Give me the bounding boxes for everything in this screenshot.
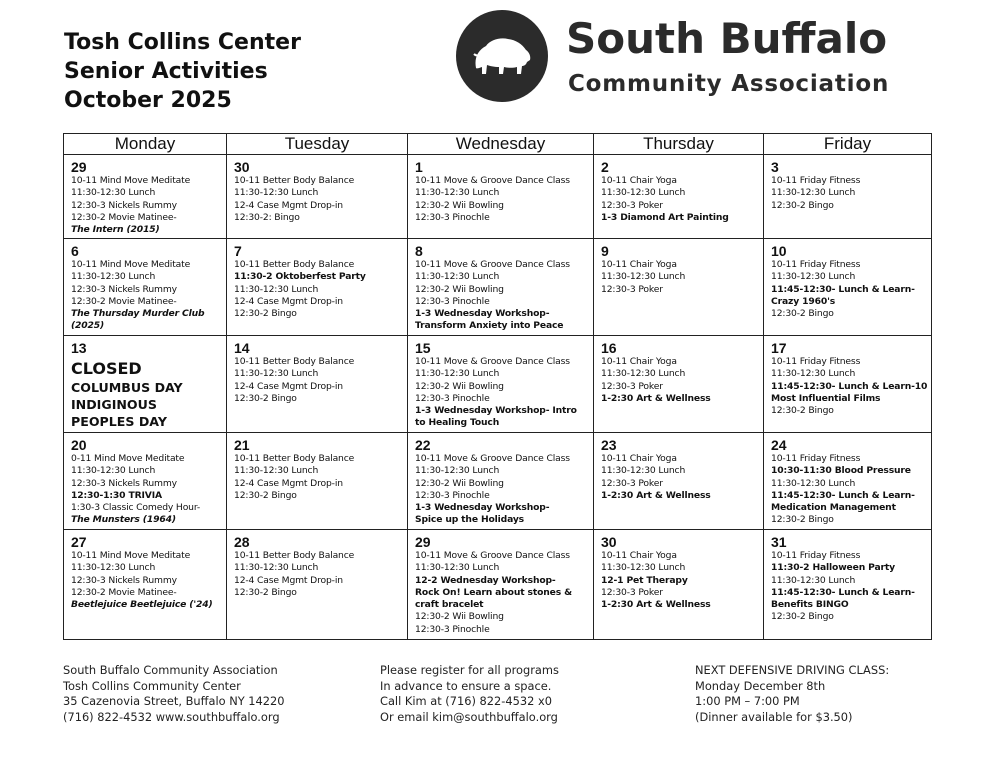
holiday-name: COLUMBUS DAY xyxy=(71,380,183,395)
event-line: 10-11 Move & Groove Dance Class xyxy=(415,453,570,464)
event-line: 12-4 Case Mgmt Drop-in xyxy=(234,295,343,307)
event-line: 11:30-12:30 Lunch xyxy=(771,574,856,586)
footer-line: (Dinner available for $3.50) xyxy=(695,709,853,724)
event-line: 10-11 Move & Groove Dance Class xyxy=(415,259,570,270)
event-line: Medication Management xyxy=(771,502,896,514)
footer-line: Or email kim@southbuffalo.org xyxy=(380,709,558,724)
day-cell xyxy=(764,155,932,239)
footer-line: NEXT DEFENSIVE DRIVING CLASS: xyxy=(695,663,890,677)
footer-line: 1:00 PM – 7:00 PM xyxy=(695,694,800,708)
event-line: 11:30-12:30 Lunch xyxy=(71,465,156,477)
event-line: 11:30-12:30 Lunch xyxy=(234,187,319,199)
center-title-line: Tosh Collins Center xyxy=(64,30,301,55)
event-line: 11:30-12:30 Lunch xyxy=(234,283,319,295)
event-line: 12:30-2 Bingo xyxy=(234,308,297,320)
event-line: 12:30-3 Nickels Rummy xyxy=(71,574,177,586)
event-line: 11:30-12:30 Lunch xyxy=(771,187,856,199)
footer-line: South Buffalo Community Association xyxy=(63,663,278,677)
center-title xyxy=(64,28,301,115)
event-line: 10-11 Chair Yoga xyxy=(601,175,677,186)
closed-notice: CLOSED xyxy=(71,359,142,378)
footer-driving-class xyxy=(695,663,889,725)
event-line: The Intern (2015) xyxy=(71,224,160,236)
event-line: craft bracelet xyxy=(415,599,484,611)
weekday-header: Friday xyxy=(764,134,932,155)
event-line: 11:30-12:30 Lunch xyxy=(234,562,319,574)
day-number: 24 xyxy=(771,437,787,453)
bison-icon xyxy=(456,10,548,102)
event-line: 1-2:30 Art & Wellness xyxy=(601,392,711,404)
event-line: 10-11 Better Body Balance xyxy=(234,175,355,186)
day-number: 13 xyxy=(71,340,87,356)
event-line: 12:30-2 Bingo xyxy=(771,199,834,211)
event-line: The Thursday Murder Club xyxy=(71,308,205,320)
footer-line: Tosh Collins Community Center xyxy=(63,678,241,693)
week-row xyxy=(64,433,932,530)
day-cell xyxy=(764,530,932,640)
event-line: 12-4 Case Mgmt Drop-in xyxy=(234,199,343,211)
event-line: 0-11 Mind Move Meditate xyxy=(71,453,185,464)
day-number: 10 xyxy=(771,243,787,259)
event-line: 12-4 Case Mgmt Drop-in xyxy=(234,574,343,586)
event-line: 10-11 Move & Groove Dance Class xyxy=(415,175,570,186)
event-line: 12:30-2 Wii Bowling xyxy=(415,477,504,489)
day-cell xyxy=(764,239,932,336)
event-line: 11:30-12:30 Lunch xyxy=(601,187,686,199)
event-line: 10-11 Friday Fitness xyxy=(771,356,861,367)
footer-line: 35 Cazenovia Street, Buffalo NY 14220 xyxy=(63,694,285,708)
footer-address xyxy=(63,663,285,725)
event-line: 12:30-3 Pinochle xyxy=(415,623,490,635)
event-line: 11:30-12:30 Lunch xyxy=(601,562,686,574)
event-line: 12-1 Pet Therapy xyxy=(601,574,688,586)
event-line: 10-11 Better Body Balance xyxy=(234,356,355,367)
day-cell xyxy=(594,336,764,433)
day-number: 8 xyxy=(415,243,423,259)
event-line: 10-11 Better Body Balance xyxy=(234,259,355,270)
event-line: (2025) xyxy=(71,320,105,332)
day-cell xyxy=(227,433,408,530)
event-line: 12:30-2 Wii Bowling xyxy=(415,380,504,392)
event-line: 10-11 Chair Yoga xyxy=(601,453,677,464)
day-number: 9 xyxy=(601,243,609,259)
event-line: Beetlejuice Beetlejuice ('24) xyxy=(71,599,213,611)
event-line: Rock On! Learn about stones & xyxy=(415,586,572,598)
event-line: 10-11 Chair Yoga xyxy=(601,550,677,561)
event-line: 11:30-12:30 Lunch xyxy=(234,368,319,380)
event-line: 10-11 Mind Move Meditate xyxy=(71,550,191,561)
event-line: 12:30-2 Movie Matinee- xyxy=(71,211,177,223)
day-cell xyxy=(594,155,764,239)
day-cell xyxy=(64,433,227,530)
event-line: 12:30-3 Pinochle xyxy=(415,392,490,404)
day-cell xyxy=(64,239,227,336)
day-number: 28 xyxy=(234,534,250,550)
event-line: 12:30-3 Pinochle xyxy=(415,295,490,307)
event-line: 11:30-12:30 Lunch xyxy=(601,271,686,283)
event-line: 11:45-12:30- Lunch & Learn- xyxy=(771,283,915,295)
weekday-header: Wednesday xyxy=(408,134,594,155)
event-line: 10:30-11:30 Blood Pressure xyxy=(771,465,911,477)
event-line: 10-11 Chair Yoga xyxy=(601,259,677,270)
day-cell xyxy=(227,530,408,640)
event-line: 12:30-2 Wii Bowling xyxy=(415,611,504,623)
event-line: Most Influential Films xyxy=(771,392,881,404)
event-line: Crazy 1960's xyxy=(771,295,836,307)
footer-line: Monday December 8th xyxy=(695,678,826,693)
day-number: 23 xyxy=(601,437,617,453)
day-number: 21 xyxy=(234,437,250,453)
event-line: 1-3 Diamond Art Painting xyxy=(601,211,729,223)
day-number: 30 xyxy=(601,534,617,550)
event-line: 11:30-2 Halloween Party xyxy=(771,562,895,574)
day-cell xyxy=(594,530,764,640)
weekday-header: Monday xyxy=(64,134,227,155)
event-line: 12:30-3 Pinochle xyxy=(415,489,490,501)
event-line: 10-11 Mind Move Meditate xyxy=(71,175,191,186)
day-cell xyxy=(64,530,227,640)
event-line: 12:30-3 Nickels Rummy xyxy=(71,199,177,211)
event-line: 11:30-12:30 Lunch xyxy=(601,465,686,477)
day-cell xyxy=(408,530,594,640)
event-line: 11:30-12:30 Lunch xyxy=(415,187,500,199)
day-number: 17 xyxy=(771,340,787,356)
event-line: 1-3 Wednesday Workshop- xyxy=(415,308,550,320)
footer-line: (716) 822-4532 www.southbuffalo.org xyxy=(63,709,280,724)
event-line: 12:30-2 Bingo xyxy=(234,392,297,404)
event-line: to Healing Touch xyxy=(415,417,500,429)
event-line: 11:30-12:30 Lunch xyxy=(415,271,500,283)
day-number: 22 xyxy=(415,437,431,453)
event-line: 12:30-2: Bingo xyxy=(234,211,300,223)
event-line: 12:30-3 Nickels Rummy xyxy=(71,283,177,295)
event-line: 11:30-12:30 Lunch xyxy=(71,562,156,574)
week-row xyxy=(64,530,932,640)
event-line: 12-4 Case Mgmt Drop-in xyxy=(234,477,343,489)
event-line: 12:30-2 Movie Matinee- xyxy=(71,295,177,307)
event-line: 11:30-2 Oktoberfest Party xyxy=(234,271,366,283)
event-line: 1:30-3 Classic Comedy Hour- xyxy=(71,502,201,514)
week-row xyxy=(64,336,932,433)
day-number: 30 xyxy=(234,159,250,175)
event-line: Spice up the Holidays xyxy=(415,514,524,526)
footer-register xyxy=(380,663,559,725)
day-cell xyxy=(227,336,408,433)
event-line: 12:30-3 Pinochle xyxy=(415,211,490,223)
center-title-line: October 2025 xyxy=(64,88,232,113)
day-number: 7 xyxy=(234,243,242,259)
day-number: 20 xyxy=(71,437,87,453)
event-line: 1-2:30 Art & Wellness xyxy=(601,599,711,611)
event-line: 12:30-2 Bingo xyxy=(234,586,297,598)
day-number: 14 xyxy=(234,340,250,356)
day-number: 1 xyxy=(415,159,423,175)
event-line: 1-3 Wednesday Workshop- xyxy=(415,502,550,514)
event-line: 12:30-3 Poker xyxy=(601,283,663,295)
day-cell xyxy=(408,336,594,433)
brand-name: South Buffalo xyxy=(566,14,888,63)
day-number: 29 xyxy=(71,159,87,175)
day-number: 6 xyxy=(71,243,79,259)
event-line: 11:45-12:30- Lunch & Learn- xyxy=(771,489,915,501)
footer-line: Call Kim at (716) 822-4532 x0 xyxy=(380,694,552,708)
brand-subtitle: Community Association xyxy=(568,71,890,97)
day-cell xyxy=(64,336,227,433)
day-cell xyxy=(227,155,408,239)
day-cell xyxy=(764,336,932,433)
event-line: 12:30-3 Poker xyxy=(601,380,663,392)
event-line: 11:30-12:30 Lunch xyxy=(771,368,856,380)
event-line: 11:30-12:30 Lunch xyxy=(71,271,156,283)
event-line: 10-11 Mind Move Meditate xyxy=(71,259,191,270)
calendar-table xyxy=(63,133,932,640)
day-cell xyxy=(408,155,594,239)
event-line: 11:45-12:30- Lunch & Learn-10 xyxy=(771,380,928,392)
event-line: 12:30-2 Bingo xyxy=(771,308,834,320)
event-line: 11:30-12:30 Lunch xyxy=(771,271,856,283)
event-line: 12:30-2 Wii Bowling xyxy=(415,199,504,211)
day-number: 29 xyxy=(415,534,431,550)
weekday-header: Thursday xyxy=(594,134,764,155)
event-line: 12:30-1:30 TRIVIA xyxy=(71,489,162,501)
event-line: 11:30-12:30 Lunch xyxy=(415,368,500,380)
event-line: 12:30-3 Poker xyxy=(601,199,663,211)
event-line: 11:30-12:30 Lunch xyxy=(234,465,319,477)
event-line: 10-11 Chair Yoga xyxy=(601,356,677,367)
day-cell xyxy=(227,239,408,336)
event-line: 11:45-12:30- Lunch & Learn- xyxy=(771,586,915,598)
day-cell xyxy=(764,433,932,530)
holiday-name: PEOPLES DAY xyxy=(71,414,167,429)
event-line: 10-11 Better Body Balance xyxy=(234,453,355,464)
event-line: 10-11 Friday Fitness xyxy=(771,259,861,270)
day-number: 16 xyxy=(601,340,617,356)
event-line: 12:30-2 Wii Bowling xyxy=(415,283,504,295)
event-line: 12-4 Case Mgmt Drop-in xyxy=(234,380,343,392)
day-cell xyxy=(408,433,594,530)
footer-line: Please register for all programs xyxy=(380,663,559,677)
footer-line: In advance to ensure a space. xyxy=(380,678,552,693)
event-line: 11:30-12:30 Lunch xyxy=(601,368,686,380)
day-number: 27 xyxy=(71,534,87,550)
holiday-name: INDIGINOUS xyxy=(71,397,157,412)
event-line: 12:30-2 Bingo xyxy=(771,405,834,417)
event-line: 12:30-2 Bingo xyxy=(234,489,297,501)
event-line: 12:30-3 Poker xyxy=(601,477,663,489)
day-cell xyxy=(64,155,227,239)
event-line: 12:30-2 Bingo xyxy=(771,514,834,526)
event-line: 10-11 Move & Groove Dance Class xyxy=(415,550,570,561)
day-number: 2 xyxy=(601,159,609,175)
weekday-header-row xyxy=(64,134,932,155)
event-line: 11:30-12:30 Lunch xyxy=(415,465,500,477)
event-line: 10-11 Move & Groove Dance Class xyxy=(415,356,570,367)
event-line: 11:30-12:30 Lunch xyxy=(415,562,500,574)
day-cell xyxy=(594,239,764,336)
event-line: 10-11 Friday Fitness xyxy=(771,550,861,561)
day-cell xyxy=(594,433,764,530)
event-line: 10-11 Better Body Balance xyxy=(234,550,355,561)
event-line: 1-2:30 Art & Wellness xyxy=(601,489,711,501)
day-number: 31 xyxy=(771,534,787,550)
weekday-header: Tuesday xyxy=(227,134,408,155)
center-title-line: Senior Activities xyxy=(64,59,268,84)
event-line: 1-3 Wednesday Workshop- Intro xyxy=(415,405,577,417)
event-line: 12:30-2 Movie Matinee- xyxy=(71,586,177,598)
event-line: 12:30-3 Poker xyxy=(601,586,663,598)
day-number: 3 xyxy=(771,159,779,175)
week-row xyxy=(64,239,932,336)
event-line: Benefits BINGO xyxy=(771,599,849,611)
event-line: 12:30-3 Nickels Rummy xyxy=(71,477,177,489)
day-cell xyxy=(408,239,594,336)
event-line: The Munsters (1964) xyxy=(71,514,176,526)
event-line: 11:30-12:30 Lunch xyxy=(71,187,156,199)
event-line: 11:30-12:30 Lunch xyxy=(771,477,856,489)
event-line: 10-11 Friday Fitness xyxy=(771,453,861,464)
week-row xyxy=(64,155,932,239)
event-line: 12-2 Wednesday Workshop- xyxy=(415,574,556,586)
event-line: 10-11 Friday Fitness xyxy=(771,175,861,186)
event-line: 12:30-2 Bingo xyxy=(771,611,834,623)
event-line: Transform Anxiety into Peace xyxy=(415,320,564,332)
day-number: 15 xyxy=(415,340,431,356)
